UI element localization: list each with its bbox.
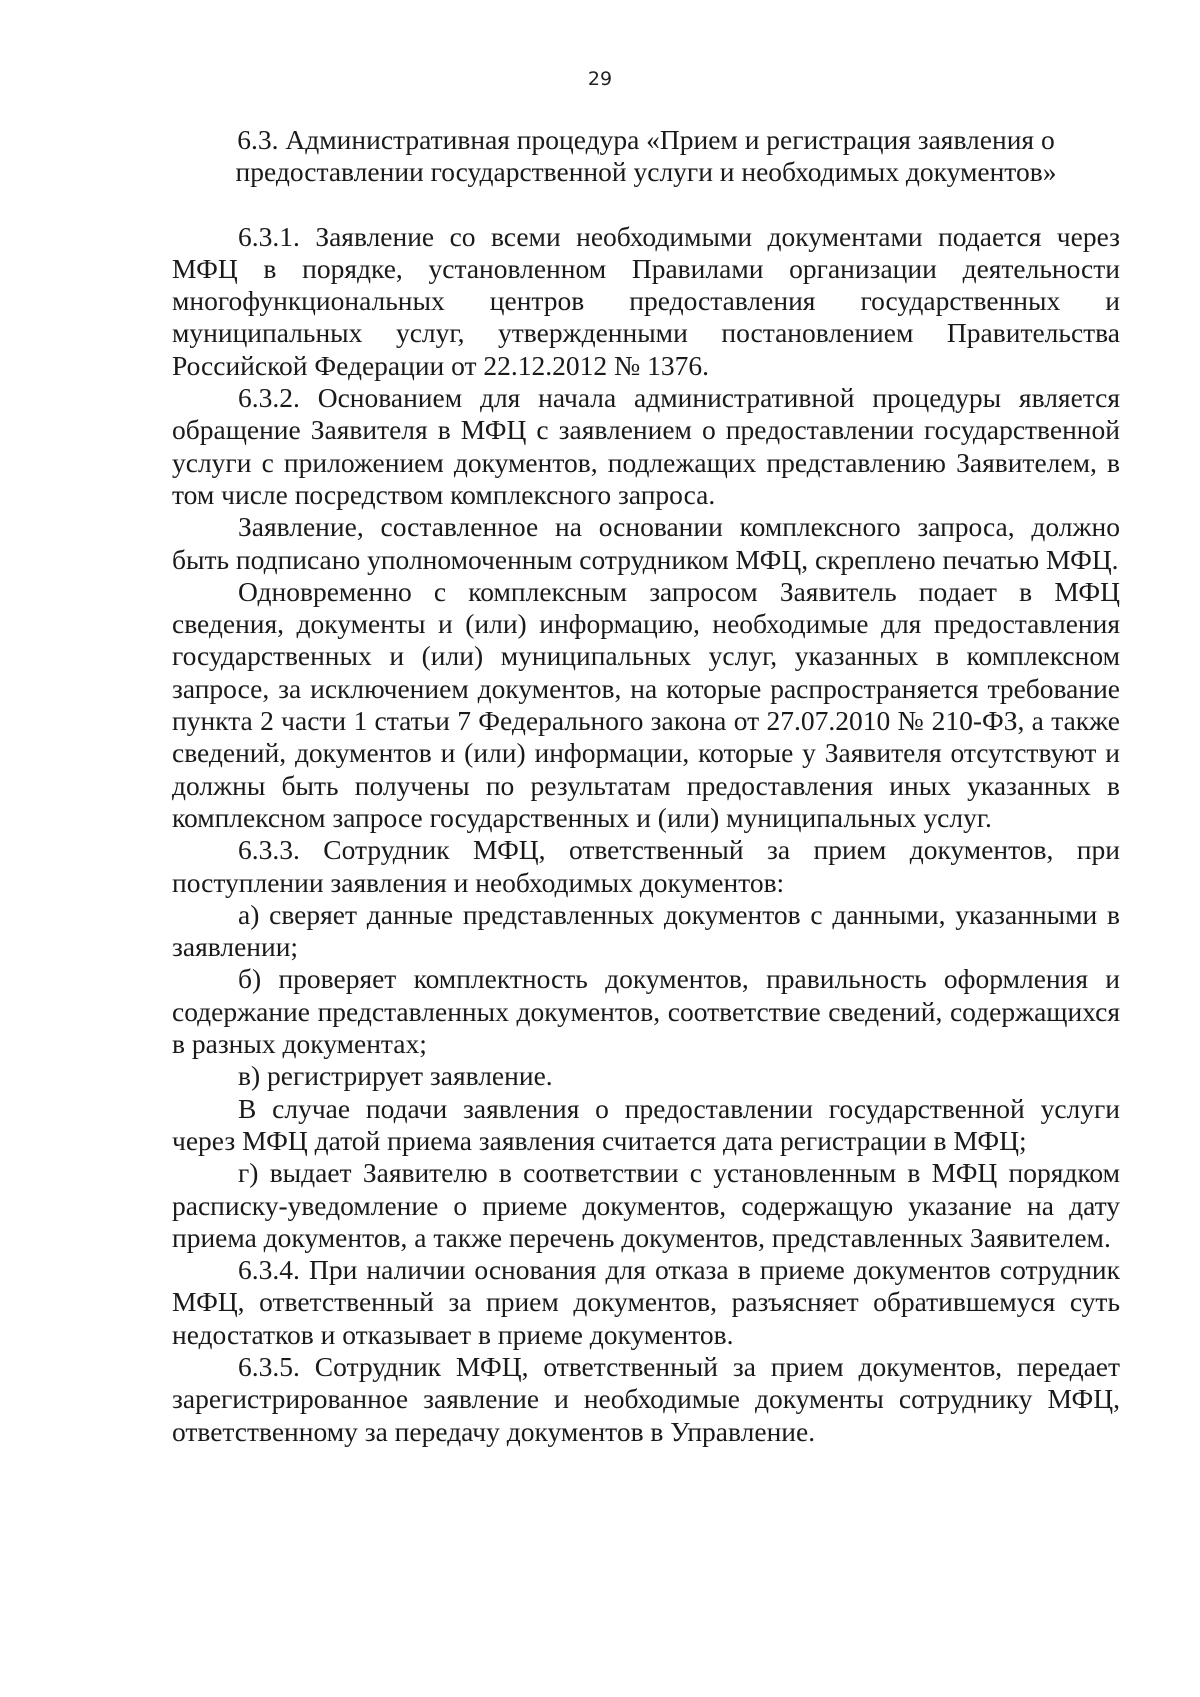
paragraph-complex-request-documents: Одновременно с комплексным запросом Заявитель подает в МФЦ сведения, документы и (или) информацию, необходимые для предоставления государственных и (или) муниципальных услуг, указанных в комплексном запросе, за исключением документов, на которые распространяется требование пункта 2 части 1 статьи 7 Федерального закона от 27.07.2010 № 210-ФЗ, а также сведений, документов и (или) информации, которые у Заявителя отсутствуют и должны быть получены по результатам предоставления иных указанных в комплексном запросе государственных и (или) муниципальных услуг. bbox=[172, 575, 1120, 833]
paragraph-6-3-4: 6.3.4. При наличии основания для отказа в приеме документов сотрудник МФЦ, ответственный за прием документов, разъясняет обратившемуся суть недостатков и отказывает в приеме документов. bbox=[172, 1254, 1120, 1350]
paragraph-6-3-1: 6.3.1. Заявление со всеми необходимыми документами подается через МФЦ в порядке, установленном Правилами организации деятельности многофункциональных центров предоставления государственных и муниципальных услуг, утвержденными постановлением Правительства Российской Федерации от 22.12.2012 № 1376. bbox=[172, 220, 1120, 381]
list-item-b: б) проверяет комплектность документов, правильность оформления и содержание представленных документов, соответствие сведений, содержащихся в разных документах; bbox=[172, 963, 1120, 1060]
list-item-a: а) сверяет данные представленных документов с данными, указанными в заявлении; bbox=[172, 898, 1120, 963]
section-heading: 6.3. Административная процедура «Прием и регистрация заявления о предоставлении государственной услуги и необходимых документов» bbox=[235, 124, 1057, 188]
list-item-g: г) выдает Заявителю в соответствии с установленным в МФЦ порядком расписку-уведомление о приеме документов, содержащую указание на дату приема документов, а также перечень документов, представленных Заявителем. bbox=[172, 1157, 1120, 1253]
paragraph-6-3-5: 6.3.5. Сотрудник МФЦ, ответственный за прием документов, передает зарегистрированное заявление и необходимые документы сотруднику МФЦ, ответственному за передачу документов в Управление. bbox=[172, 1350, 1120, 1447]
page-number: 29 bbox=[587, 68, 613, 90]
paragraph-registration-date: В случае подачи заявления о предоставлении государственной услуги через МФЦ датой приема заявления считается дата регистрации в МФЦ; bbox=[172, 1092, 1120, 1156]
paragraph-6-3-3: 6.3.3. Сотрудник МФЦ, ответственный за прием документов, при поступлении заявления и необходимых документов: bbox=[172, 834, 1120, 898]
paragraph-6-3-2: 6.3.2. Основанием для начала административной процедуры является обращение Заявителя в МФЦ с заявлением о предоставлении государственной услуги с приложением документов, подлежащих представлению Заявителем, в том числе посредством комплексного запроса. bbox=[172, 382, 1120, 510]
document-body bbox=[172, 124, 1120, 1448]
paragraph-complex-request-signature: Заявление, составленное на основании комплексного запроса, должно быть подписано уполномоченным сотрудником МФЦ, скреплено печатью МФЦ. bbox=[172, 511, 1120, 575]
list-item-v: в) регистрирует заявление. bbox=[238, 1060, 553, 1092]
